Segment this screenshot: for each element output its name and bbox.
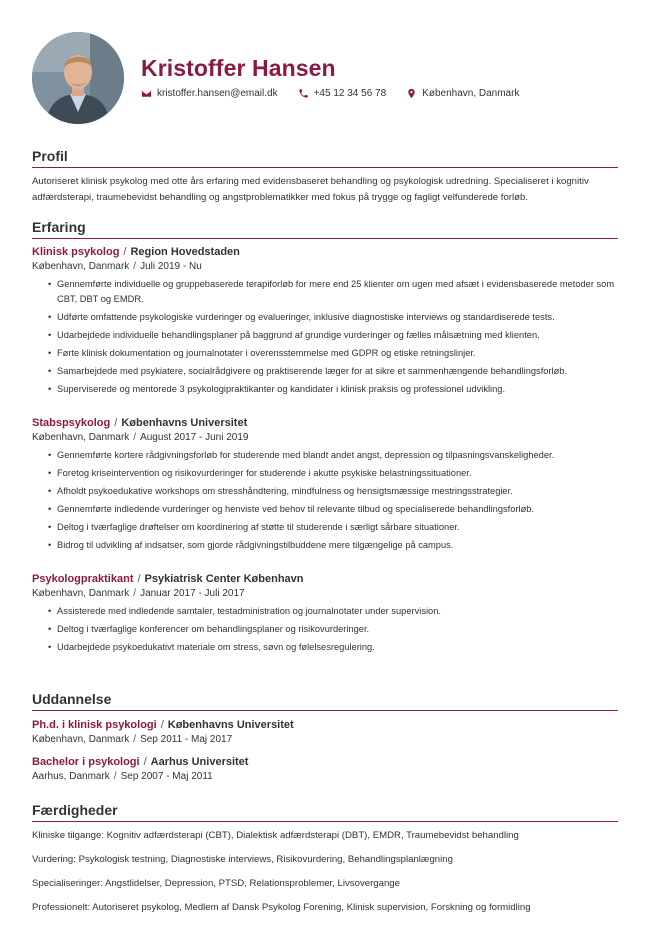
education-entry bbox=[32, 755, 618, 784]
skill-line: Kliniske tilgange: Kognitiv adfærdsterapi (CBT), Dialektisk adfærdsterapi (DBT), EMDR, Traumebevidst behandling bbox=[32, 830, 519, 841]
profile-summary: Autoriseret klinisk psykolog med otte års erfaring med evidensbaseret behandling og psykologisk udredning. Specialiseret i kognitiv adfærdsterapi, traumebevidst behandling og angstproblematikker med fokus på trygge og fagligt velfunderede forløb. bbox=[32, 176, 589, 203]
candidate-name: Kristoffer Hansen bbox=[141, 55, 336, 81]
resume-header bbox=[32, 0, 618, 132]
education-dates: Sep 2011 - Maj 2017 bbox=[140, 734, 233, 745]
education-school: Aarhus Universitet bbox=[150, 756, 249, 768]
job-dates: August 2017 - Juni 2019 bbox=[140, 432, 249, 443]
job-entry bbox=[32, 572, 618, 655]
job-dates: Januar 2017 - Juli 2017 bbox=[140, 588, 245, 599]
mail-icon bbox=[141, 88, 152, 99]
job-organization: Region Hovedstaden bbox=[130, 246, 240, 258]
job-bullet: • Gennemførte kortere rådgivningsforløb for studerende med blandt andet angst, depression og tilpasningsvanskeligheder. bbox=[48, 448, 618, 463]
education-entry bbox=[32, 718, 618, 747]
job-entry bbox=[32, 245, 618, 397]
job-bullet: • Førte klinisk dokumentation og journalnotater i overensstemmelse med GDPR og etiske retningslinjer. bbox=[48, 346, 618, 361]
education-degree: Bachelor i psykologi bbox=[32, 756, 140, 768]
job-bullet: • Afholdt psykoedukative workshops om stresshåndtering, mindfulness og hensigtsmæssige mestringsstrategier. bbox=[48, 484, 618, 499]
job-location: København, Danmark bbox=[32, 588, 130, 599]
job-organization: Københavns Universitet bbox=[121, 417, 248, 429]
phone-icon bbox=[298, 88, 309, 99]
job-bullets bbox=[32, 277, 618, 397]
education-degree: Ph.d. i klinisk psykologi bbox=[32, 719, 157, 731]
education-heading: Ph.d. i klinisk psykologi / Københavns Universitet bbox=[32, 719, 294, 731]
job-bullet: • Foretog kriseintervention og risikovurderinger for studerende i akutte psykiske belastningssituationer. bbox=[48, 466, 618, 481]
education-location: Aarhus, Danmark bbox=[32, 771, 110, 782]
job-bullet: • Udarbejdede individuelle behandlingsplaner på baggrund af grundige vurderinger og fælles målsætning med klienten. bbox=[48, 328, 618, 343]
experience-section bbox=[32, 219, 618, 658]
job-bullet: • Gennemførte indledende vurderinger og henviste ved behov til relevante tilbud og specialiserede behandlingsforløb. bbox=[48, 502, 618, 517]
job-title: Psykologpraktikant bbox=[32, 573, 134, 585]
avatar bbox=[32, 32, 124, 124]
section-title-experience: Erfaring bbox=[32, 219, 618, 239]
job-entry bbox=[32, 416, 618, 553]
job-dates: Juli 2019 - Nu bbox=[140, 261, 202, 272]
education-heading: Bachelor i psykologi / Aarhus Universitet bbox=[32, 756, 249, 768]
job-heading: Psykologpraktikant / Psykiatrisk Center København bbox=[32, 573, 304, 585]
job-meta: København, Danmark / August 2017 - Juni 2019 bbox=[32, 432, 249, 443]
job-bullet: • Udførte omfattende psykologiske vurderinger og evalueringer, inklusive diagnostiske interviews og standardiserede tests. bbox=[48, 310, 618, 325]
job-bullet: • Gennemførte individuelle og gruppebaserede terapiforløb for mere end 25 klienter om ugen med afsæt i evidensbaserede metoder som CBT, DBT og EMDR. bbox=[48, 277, 618, 307]
job-bullets bbox=[32, 604, 618, 655]
skill-line: Professionelt: Autoriseret psykolog, Medlem af Dansk Psykolog Forening, Klinisk supervision, Forskning og formidling bbox=[32, 902, 531, 913]
education-section bbox=[32, 691, 618, 784]
job-bullet: • Bidrog til udvikling af indsatser, som gjorde rådgivningstilbuddene mere tilgængelige på campus. bbox=[48, 538, 618, 553]
email-text[interactable]: kristoffer.hansen@email.dk bbox=[157, 88, 278, 99]
job-bullet: • Samarbejdede med psykiatere, socialrådgivere og praktiserende læger for at sikre et sammenhængende behandlingsforløb. bbox=[48, 364, 618, 379]
job-bullet: • Udarbejdede psykoedukativt materiale om stress, søvn og følelsesregulering. bbox=[48, 640, 618, 655]
contact-location bbox=[406, 88, 519, 99]
job-bullet: • Superviserede og mentorede 3 psykologipraktikanter og kandidater i klinisk praksis og professionel udvikling. bbox=[48, 382, 618, 397]
skills-section bbox=[32, 802, 618, 915]
job-bullets bbox=[32, 448, 618, 553]
job-bullet: • Deltog i tværfaglige drøftelser om koordinering af støtte til studerende i særligt sårbare situationer. bbox=[48, 520, 618, 535]
contact-phone bbox=[298, 88, 387, 99]
education-meta: Aarhus, Danmark / Sep 2007 - Maj 2011 bbox=[32, 771, 213, 782]
contact-email bbox=[141, 88, 278, 99]
education-location: København, Danmark bbox=[32, 734, 130, 745]
location-pin-icon bbox=[406, 88, 417, 99]
job-meta: København, Danmark / Januar 2017 - Juli 2017 bbox=[32, 588, 245, 599]
job-meta: København, Danmark / Juli 2019 - Nu bbox=[32, 261, 202, 272]
job-title: Klinisk psykolog bbox=[32, 246, 120, 258]
skill-line: Specialiseringer: Angstlidelser, Depression, PTSD, Relationsproblemer, Livsovergange bbox=[32, 878, 400, 889]
location-text: København, Danmark bbox=[422, 88, 520, 99]
section-title-education: Uddannelse bbox=[32, 691, 618, 711]
profile-photo bbox=[32, 32, 124, 124]
section-title-profile: Profil bbox=[32, 148, 618, 168]
job-organization: Psykiatrisk Center København bbox=[144, 573, 304, 585]
job-heading: Klinisk psykolog / Region Hovedstaden bbox=[32, 246, 240, 258]
job-bullet: • Assisterede med indledende samtaler, testadministration og journalnotater under supervision. bbox=[48, 604, 618, 619]
job-bullet: • Deltog i tværfaglige konferencer om behandlingsplaner og risikovurderinger. bbox=[48, 622, 618, 637]
job-title: Stabspsykolog bbox=[32, 417, 111, 429]
phone-text[interactable]: +45 12 34 56 78 bbox=[313, 88, 387, 99]
skill-line: Vurdering: Psykologisk testning, Diagnostiske interviews, Risikovurdering, Behandlingsplanlægning bbox=[32, 854, 453, 865]
contact-info bbox=[141, 88, 539, 99]
job-heading: Stabspsykolog / Københavns Universitet bbox=[32, 417, 248, 429]
profile-section bbox=[32, 148, 618, 206]
section-title-skills: Færdigheder bbox=[32, 802, 618, 822]
education-school: Københavns Universitet bbox=[167, 719, 294, 731]
job-location: København, Danmark bbox=[32, 261, 130, 272]
education-dates: Sep 2007 - Maj 2011 bbox=[120, 771, 213, 782]
education-meta: København, Danmark / Sep 2011 - Maj 2017 bbox=[32, 734, 233, 745]
job-location: København, Danmark bbox=[32, 432, 130, 443]
